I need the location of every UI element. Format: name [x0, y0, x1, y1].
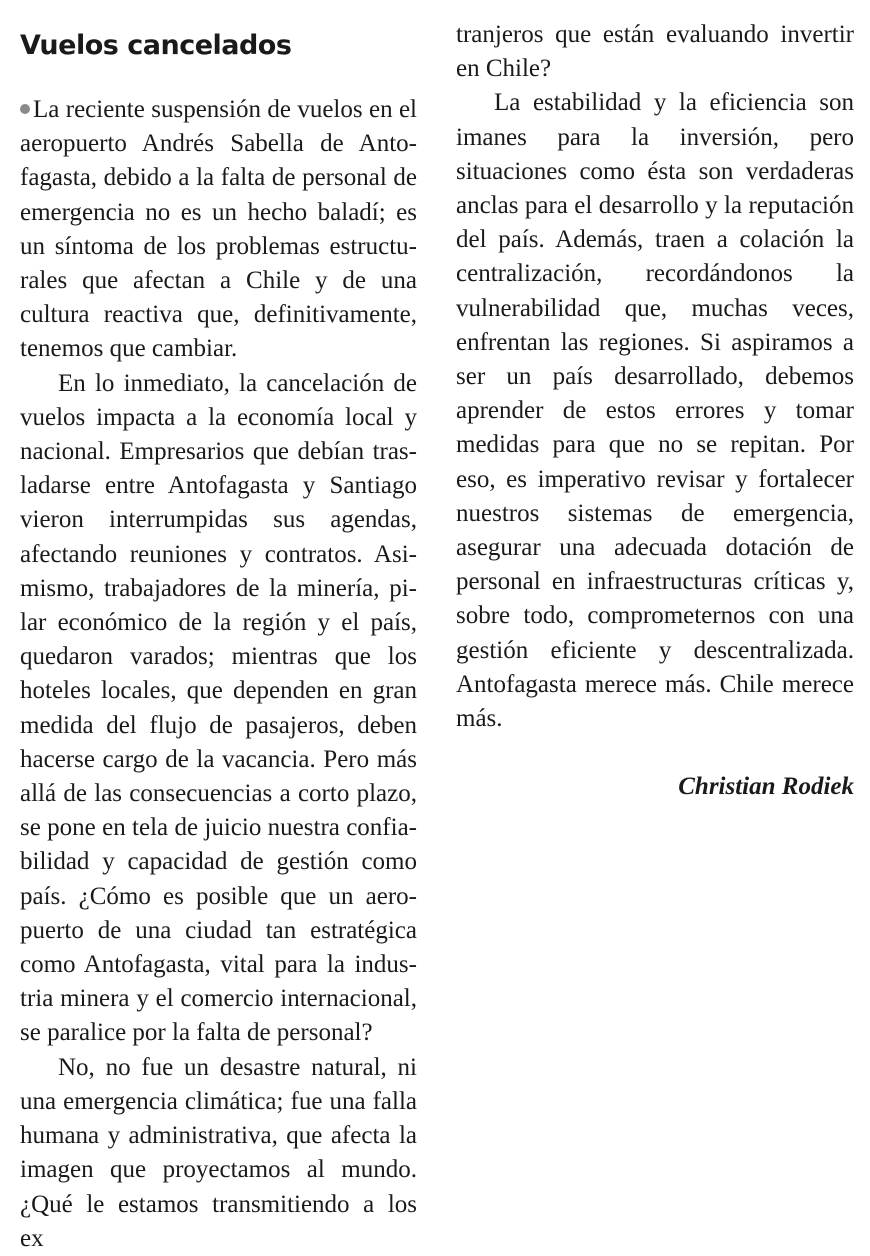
article-headline: Vuelos cancelados	[20, 30, 292, 61]
article-column-right	[456, 18, 854, 804]
author-signature: Christian Rodiek	[678, 773, 854, 801]
article-paragraph-3-continued: tranjeros que están evaluando invertir en Chile?	[456, 21, 854, 83]
article-paragraph-1	[20, 93, 417, 367]
paragraph-1-text: La reciente suspensión de vuelos en el aeropuerto Andrés Sabella de Antofagasta, debido a la falta de personal de emergencia no es un hecho baladí; es un síntoma de los problemas estructurales que afectan a Chile y de una cultura reactiva que, definitivamente, tenemos que cambiar.	[20, 96, 417, 363]
article-paragraph-2: En lo inmediato, la cancelación de vuelos impacta a la economía local y nacional. Empresarios que debían trasladarse entre Antofagasta y Santiago vieron interrumpidas sus agendas, afectando reuniones y contratos. Asimismo, trabajadores de la minería, pilar económico de la región y el país, quedaron varados; mientras que los hoteles locales, que dependen en gran medida del flujo de pasajeros, deben hacerse cargo de la vacancia. Pero más allá de las consecuencias a corto plazo, se pone en tela de juicio nuestra confiabilidad y capacidad de gestión como país. ¿Cómo es posible que un aeropuerto de una ciudad tan estratégica como Antofagasta, vital para la industria minera y el comercio internacional, se paralice por la falta de personal?	[20, 369, 417, 1047]
article-paragraph-3: No, no fue un desastre natural, ni una emergencia climática; fue una falla humana y administrativa, que afecta la imagen que proyectamos al mundo. ¿Qué le estamos transmitiendo a los ex	[20, 1053, 417, 1252]
article-paragraph-4: La estabilidad y la eficiencia son imanes para la inversión, pero situaciones como ésta son verdaderas anclas para el desarrollo y la reputación del país. Además, traen a colación la centralización, recordándonos la vulnerabilidad que, muchas veces, enfrentan las regiones. Si aspiramos a ser un país desarrollado, debemos aprender de estos errores y tomar medidas para que no se repitan. Por eso, es imperativo revisar y fortalecer nuestros sistemas de emergencia, asegurar una adecuada dotación de personal en infraestructuras críticas y, sobre todo, comprometernos con una gestión eficiente y descentralizada. Antofagasta merece más. Chile merece más.	[456, 89, 854, 733]
article-column-left	[20, 29, 417, 1256]
bullet-icon	[20, 104, 30, 114]
